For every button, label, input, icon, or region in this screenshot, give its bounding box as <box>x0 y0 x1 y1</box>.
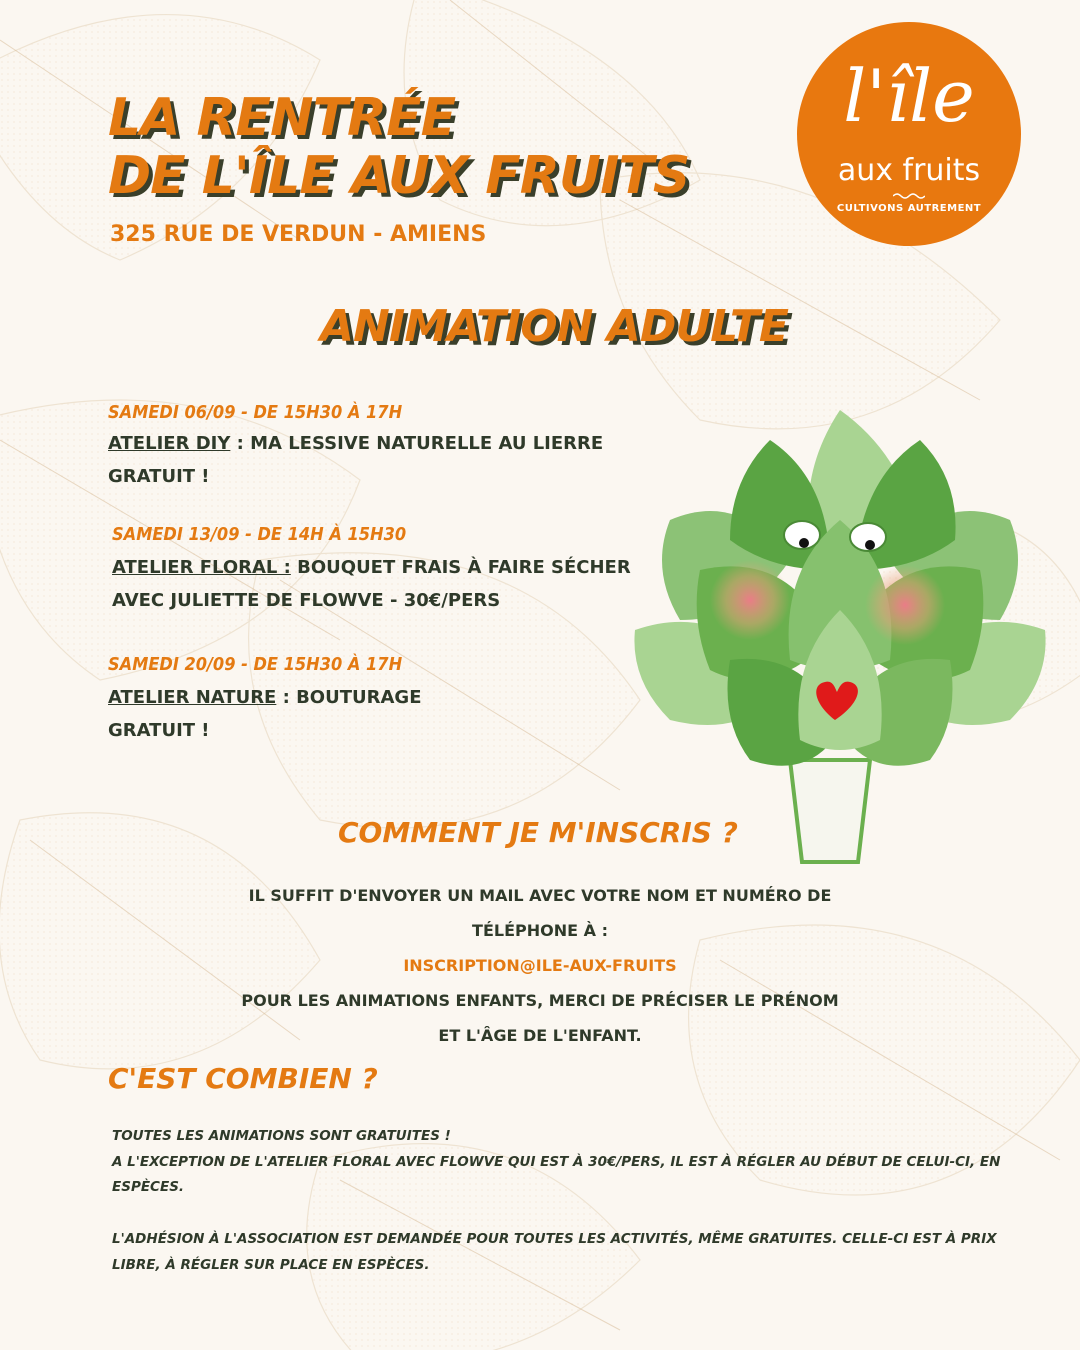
event-2 <box>112 524 631 611</box>
section-title: ANIMATION ADULTE <box>320 301 788 352</box>
price-line1: TOUTES LES ANIMATIONS SONT GRATUITES ! <box>112 1128 451 1144</box>
logo-main-text: l'île <box>843 54 975 138</box>
event-address: 325 RUE DE VERDUN - AMIENS <box>110 222 487 247</box>
event-title-line1: LA RENTRÉE <box>108 88 456 148</box>
price-line3: ESPÈCES. <box>112 1179 185 1196</box>
price-line5: LIBRE, À RÉGLER SUR PLACE EN ESPÈCES. <box>112 1256 430 1273</box>
workshop-detail: BOUQUET FRAIS À FAIRE SÉCHER <box>290 557 631 578</box>
price-line2: A L'EXCEPTION DE L'ATELIER FLORAL AVEC FLOWVE QUI EST À 30€/PERS, IL EST À RÉGLER AU DÉBUT DE CELUI-CI, EN <box>112 1153 1001 1170</box>
event-date: SAMEDI 06/09 - DE 15H30 À 17H <box>108 402 403 423</box>
artichoke-mascot <box>630 400 1050 870</box>
workshop-name: ATELIER NATURE <box>108 687 277 708</box>
wave-icon <box>893 192 925 200</box>
event-1 <box>108 402 603 487</box>
event-description <box>108 687 421 708</box>
event-date: SAMEDI 13/09 - DE 14H À 15H30 <box>112 524 407 545</box>
inscription-line4: ET L'ÂGE DE L'ENFANT. <box>438 1026 642 1045</box>
inscription-text <box>160 878 920 1053</box>
event-description <box>108 433 603 454</box>
inscription-line1: IL SUFFIT D'ENVOYER UN MAIL AVEC VOTRE NOM ET NUMÉRO DE <box>248 886 832 905</box>
event-date: SAMEDI 20/09 - DE 15H30 À 17H <box>108 654 403 675</box>
workshop-detail: : MA LESSIVE NATURELLE AU LIERRE <box>230 433 604 454</box>
event-extra: GRATUIT ! <box>108 720 210 741</box>
logo-sub-text: aux fruits <box>837 153 981 188</box>
price-text <box>112 1124 1032 1278</box>
inscription-line2: TÉLÉPHONE À : <box>472 921 608 940</box>
event-extra: GRATUIT ! <box>108 466 210 487</box>
event-description <box>112 557 631 578</box>
workshop-name: ATELIER DIY <box>108 433 231 454</box>
event-extra: AVEC JULIETTE DE FLOWVE - 30€/PERS <box>112 590 501 611</box>
workshop-name: ATELIER FLORAL : <box>112 557 291 578</box>
inscription-line3: POUR LES ANIMATIONS ENFANTS, MERCI DE PRÉCISER LE PRÉNOM <box>241 991 839 1010</box>
logo-tagline: CULTIVONS AUTREMENT <box>836 203 982 214</box>
inscription-email: INSCRIPTION@ILE-AUX-FRUITS <box>403 956 677 975</box>
workshop-detail: : BOUTURAGE <box>276 687 422 708</box>
event-title-line2: DE L'ÎLE AUX FRUITS <box>108 146 690 206</box>
event-3 <box>108 654 421 741</box>
inscription-title: COMMENT JE M'INSCRIS ? <box>338 816 738 849</box>
price-line4: L'ADHÉSION À L'ASSOCIATION EST DEMANDÉE POUR TOUTES LES ACTIVITÉS, MÊME GRATUITES. CELLE-CI EST À PRIX <box>112 1230 997 1247</box>
ile-aux-fruits-logo <box>797 22 1021 246</box>
price-title: C'EST COMBIEN ? <box>108 1062 378 1095</box>
